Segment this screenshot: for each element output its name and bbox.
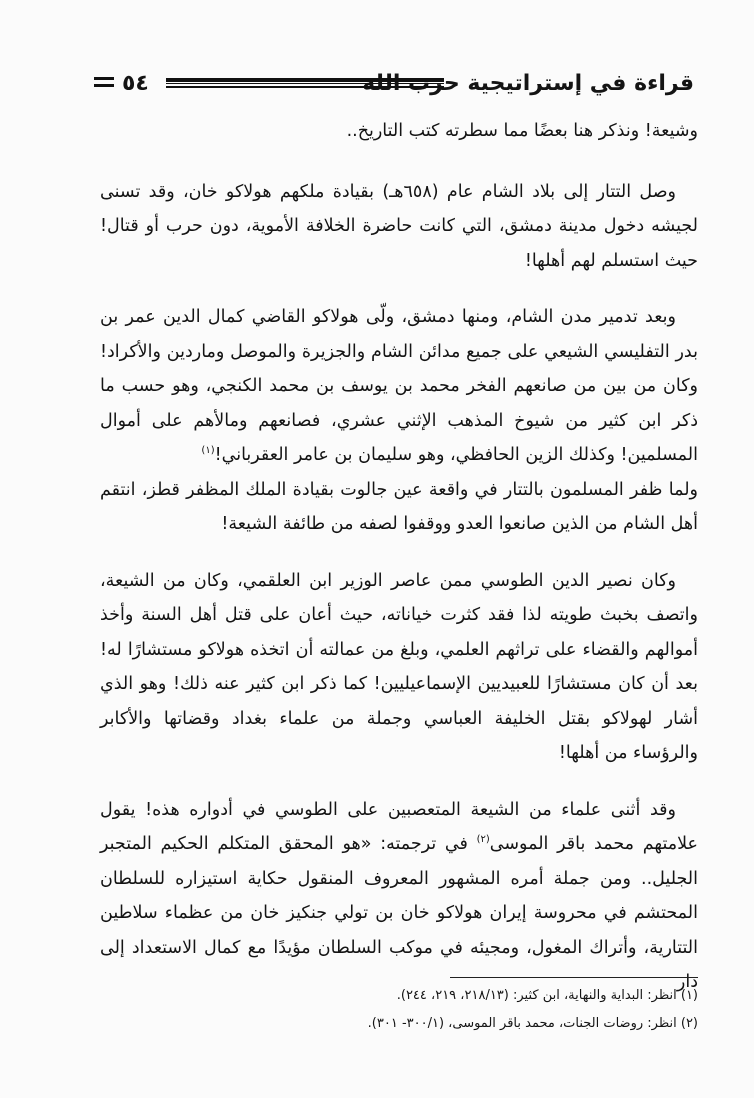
paragraph: وشيعة! ونذكر هنا بعضًا مما سطرته كتب التاريخ.. bbox=[346, 121, 698, 141]
footnote-1: (١) انظر: البداية والنهاية، ابن كثير: (٢١٨/١٣، ٢١٩، ٢٤٤). bbox=[396, 988, 698, 1003]
paragraph: وكان نصير الدين الطوسي ممن عاصر الوزير ابن العلقمي، وكان من الشيعة، واتصف بخبث طويته لذا فقد كثرت خياناته، حيث أعان على قتل أهل السنة وأخذ أموالهم والقضاء على تراثهم العلمي، وبلغ من عمالته أن اتخذه هولاكو مستشارًا له! بعد أن كان مستشارًا للعبيديين الإسماعيليين! كما ذكر ابن كثير عنه ذلك! وهو الذي أشار لهولاكو بقتل الخليفة العباسي وجملة من علماء بغداد وقضاتها والأكابر والرؤساء من أهلها! bbox=[100, 570, 698, 763]
footnotes bbox=[100, 982, 698, 1038]
running-title: قراءة في إستراتيجية حزب الله bbox=[362, 71, 694, 96]
paragraph-text: وقد أثنى علماء من الشيعة المتعصبين على الطوسي في أدواره هذه! يقول علامتهم محمد باقر الموسى bbox=[100, 799, 698, 854]
paragraph bbox=[100, 300, 698, 473]
page-number: ٥٤ bbox=[122, 71, 149, 96]
header-rule bbox=[166, 78, 444, 88]
footnote-rule bbox=[450, 977, 698, 978]
footnote-2: (٢) انظر: روضات الجنات، محمد باقر الموسى، (٣٠٠/١- ٣٠١). bbox=[367, 1016, 698, 1031]
paragraph bbox=[100, 793, 698, 1000]
body-text bbox=[100, 114, 698, 1022]
paragraph: وصل التتار إلى بلاد الشام عام (٦٥٨هـ) بقيادة ملكهم هولاكو خان، وقد تسنى لجيشه دخول مدينة دمشق، التي كانت حاضرة الخلافة الأموية، دون حرب أو قتال! حيث استسلم لهم أهلها! bbox=[100, 181, 698, 271]
paragraph: ولما ظفر المسلمون بالتتار في واقعة عين جالوت بقيادة الملك المظفر قطز، انتقم أهل الشام من الذين صانعوا العدو ووقفوا لصفه من طائفة الشيعة! bbox=[100, 479, 698, 534]
footnote-ref-1[interactable]: (١) bbox=[201, 445, 215, 457]
footnote-ref-2[interactable]: (٢) bbox=[476, 834, 490, 846]
paragraph-text: وبعد تدمير مدن الشام، ومنها دمشق، ولّى هولاكو القاضي كمال الدين عمر بن بدر التفليسي الشيعي على جميع مدائن الشام والجزيرة والموصل وماردين والأكراد! وكان من بين من صانعهم الفخر محمد بن يوسف بن محمد الكنجي، وهو حسب ما ذكر ابن كثير من شيوخ المذهب الإثني عشري، فصانعهم ومالأهم على أموال المسلمين! وكذلك الزين الحافظي، وهو سليمان بن عامر العقرباني! bbox=[100, 307, 698, 465]
page-header bbox=[94, 62, 700, 106]
paragraph-text: في ترجمته: «هو المحقق المتكلم الحكيم المتجبر الجليل.. ومن جملة أمره المشهور المعروف المنقول حكاية استيزاره للسلطان المحتشم في محروسة إيران هولاكو خان بن تولي جنكيز خان من عظماء سلاطين التتارية، وأتراك المغول، ومجيئه في موكب السلطان مؤيدًا مع كمال الاستعداد إلى دار bbox=[100, 834, 698, 992]
page-number-mark bbox=[94, 77, 114, 87]
